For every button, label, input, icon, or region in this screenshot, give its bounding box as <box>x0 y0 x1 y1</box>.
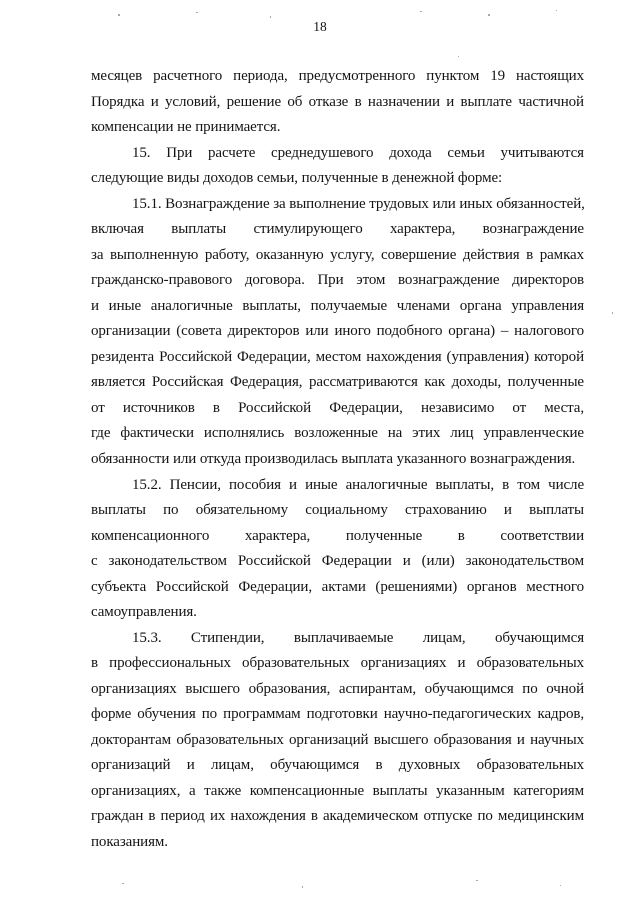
scan-speck <box>302 886 303 888</box>
scan-speck <box>122 883 124 884</box>
text-line: является Российская Федерация, рассматриваются как доходы, полученные <box>91 374 584 390</box>
scan-speck <box>560 885 561 886</box>
text-line: показаниям. <box>91 834 168 850</box>
text-line: где фактически исполнялись возложенные на этих лиц управленческие <box>91 425 584 441</box>
scan-speck <box>612 312 613 314</box>
text-line: выплаты по обязательному социальному страхованию и выплаты <box>91 502 584 518</box>
text-line: и иные аналогичные выплаты, получаемые членами органа управления <box>91 298 584 314</box>
text-line: организациях высшего образования, аспирантам, обучающимся по очной <box>91 681 584 697</box>
text-line: компенсационного характера, полученные в соответствии <box>91 528 584 544</box>
text-line: включая выплаты стимулирующего характера, вознаграждение <box>91 221 584 237</box>
text-line: от источников в Российской Федерации, независимо от места, <box>91 400 584 416</box>
text-line: гражданско-правового договора. При этом вознаграждение директоров <box>91 272 584 288</box>
text-line: докторантам образовательных организаций высшего образования и научных <box>91 732 584 748</box>
paragraph-15-heading-line: 15. При расчете среднедушевого дохода семьи учитываются <box>132 145 584 161</box>
scan-speck <box>476 880 478 881</box>
scan-speck <box>556 10 557 11</box>
text-line: граждан в период их нахождения в академическом отпуске по медицинским <box>91 808 584 824</box>
text-line: с законодательством Российской Федерации и (или) законодательством <box>91 553 584 569</box>
text-line: месяцев расчетного периода, предусмотренного пунктом 19 настоящих <box>91 68 584 84</box>
paragraph-15-3-first-line: 15.3. Стипендии, выплачиваемые лицам, обучающимся <box>132 630 584 646</box>
paragraph-15-2-first-line: 15.2. Пенсии, пособия и иные аналогичные выплаты, в том числе <box>132 477 584 493</box>
text-line: в профессиональных образовательных организациях и образовательных <box>91 655 584 671</box>
scan-speck <box>488 14 490 16</box>
text-line: Порядка и условий, решение об отказе в назначении и выплате частичной <box>91 94 584 110</box>
paragraph-15-1-first-line: 15.1. Вознаграждение за выполнение трудовых или иных обязанностей, <box>132 196 585 212</box>
scan-speck <box>420 11 422 12</box>
text-line: организаций и лицам, обучающимся в духовных образовательных <box>91 757 584 773</box>
text-line: за выполненную работу, оказанную услугу, совершение действия в рамках <box>91 247 584 263</box>
text-line: обязанности или откуда производилась выплата указанного вознаграждения. <box>91 451 576 467</box>
text-line: самоуправления. <box>91 604 197 620</box>
scan-speck <box>458 56 459 57</box>
scan-speck <box>196 12 198 13</box>
text-line: резидента Российской Федерации, местом нахождения (управления) которой <box>91 349 584 365</box>
text-line: организации (совета директоров или иного подобного органа) – налогового <box>91 323 584 339</box>
scan-speck <box>270 16 271 18</box>
text-line: субъекта Российской Федерации, актами (решениями) органов местного <box>91 579 584 595</box>
scan-speck <box>118 14 120 16</box>
page-number: 18 <box>313 19 327 34</box>
text-line: следующие виды доходов семьи, полученные в денежной форме: <box>91 170 503 186</box>
text-line: компенсации не принимается. <box>91 119 281 135</box>
text-line: форме обучения по программам подготовки научно-педагогических кадров, <box>91 706 584 722</box>
text-line: организациях, а также компенсационные выплаты указанным категориям <box>91 783 584 799</box>
